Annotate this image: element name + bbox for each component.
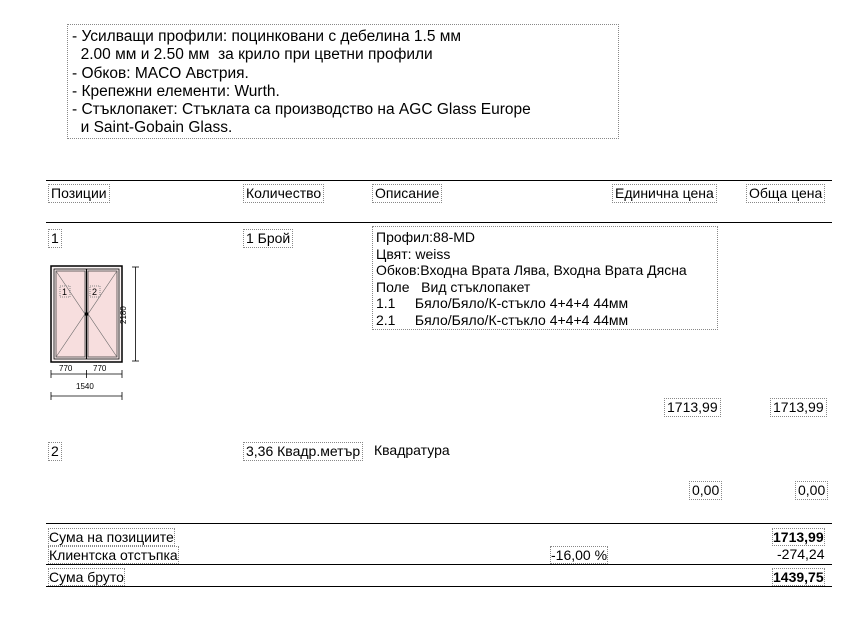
summary-middle-rule (46, 564, 832, 565)
header-quantity: Количество (243, 184, 324, 203)
height-label: 2180 (119, 306, 128, 324)
item-2-quantity: 3,36 Квадр.метър (243, 442, 363, 461)
glass-row: 1.1 Бяло/Бяло/К-стъкло 4+4+4 44мм (376, 295, 629, 312)
header-bottom-rule (46, 222, 832, 223)
header-unit-price: Единична цена (612, 184, 717, 203)
item-1-description (372, 226, 718, 330)
notes-box (67, 24, 619, 139)
item-1-total-price: 1713,99 (770, 398, 827, 417)
hardware-line: Обков:Входна Врата Лява, Входна Врата Дясна (376, 262, 687, 279)
item-1-unit-price: 1713,99 (664, 398, 721, 417)
item-2-unit-price: 0,00 (689, 481, 722, 500)
item-2-description: Квадратура (374, 442, 450, 458)
sash-label-2: 2 (92, 287, 98, 297)
item-1-quantity: 1 Брой (243, 229, 293, 248)
gross-value: 1439,75 (773, 569, 824, 585)
header-position: Позиции (48, 184, 110, 203)
header-description: Описание (372, 184, 442, 203)
summary-top-rule (46, 523, 832, 524)
discount-percent: -16,00 % (551, 547, 608, 563)
note-line: 2.00 мм и 2.50 мм за крило при цветни профили (72, 46, 433, 64)
header-top-rule (46, 180, 832, 181)
gross-label: Сума бруто (49, 569, 124, 585)
note-line: и Saint-Gobain Glass. (72, 119, 233, 137)
handle-icon (85, 312, 89, 316)
note-line: - Усилващи профили: поцинковани с дебелина 1.5 мм (72, 28, 462, 45)
profile-line: Профил:88-MD (376, 229, 476, 245)
discount-value: -274,24 (777, 546, 825, 562)
right-sash (88, 271, 117, 357)
glass-row: 2.1 Бяло/Бяло/К-стъкло 4+4+4 44мм (376, 311, 629, 328)
positions-sum-value: 1713,99 (773, 529, 824, 545)
note-line: - Крепежни елементи: Wurth. (72, 82, 280, 100)
width-total-label: 1540 (76, 382, 94, 391)
width-left-label: 770 (59, 364, 73, 373)
left-sash (56, 271, 85, 357)
item-2-position: 2 (48, 442, 62, 461)
positions-sum-label: Сума на позициите (49, 529, 174, 545)
door-drawing (44, 262, 144, 404)
item-2-total-price: 0,00 (795, 481, 828, 500)
width-right-label: 770 (93, 364, 107, 373)
discount-label: Клиентска отстъпка (49, 547, 178, 563)
note-line: - Стъклопакет: Стъклата са производство на AGC Glass Europe (72, 101, 531, 119)
sash-label-1: 1 (62, 287, 68, 297)
note-line: - Обков: MACO Австрия. (72, 64, 249, 82)
item-1-position: 1 (48, 229, 62, 248)
header-total-price: Обща цена (746, 184, 825, 203)
summary-bottom-rule (46, 586, 832, 587)
color-line: Цвят: weiss (376, 245, 451, 262)
glass-header-line: Поле Вид стъклопакет (376, 278, 531, 295)
